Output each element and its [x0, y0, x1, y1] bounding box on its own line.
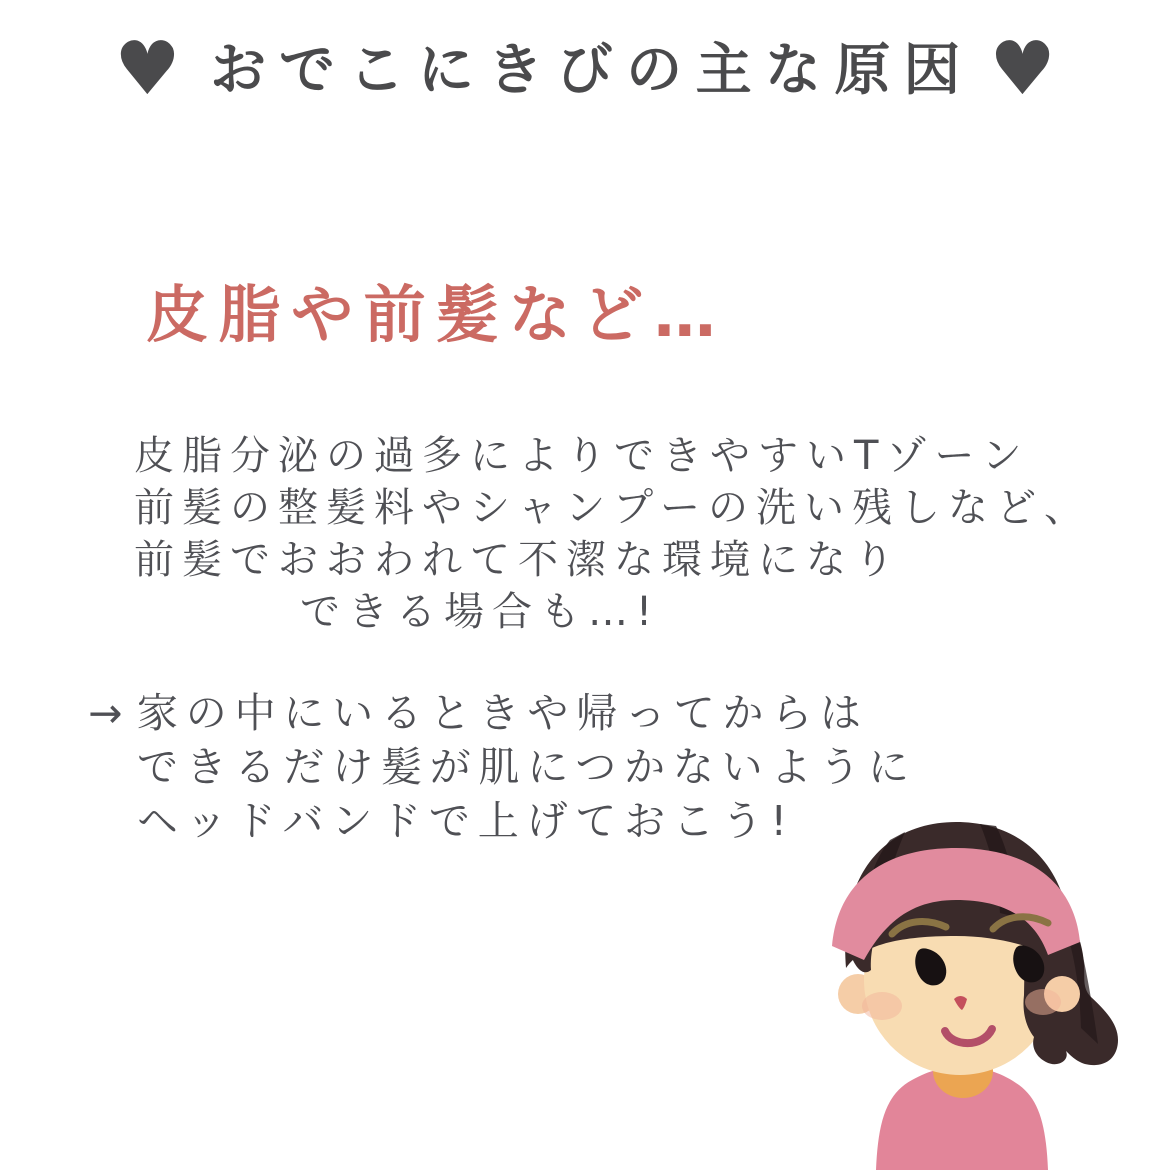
blush-left	[862, 992, 902, 1020]
advice-line-1	[88, 686, 917, 740]
body-paragraph	[134, 430, 1092, 638]
advice-paragraph	[88, 686, 917, 848]
advice-line-2: できるだけ髪が肌につかないように	[137, 743, 917, 791]
body-line-2: 前髪の整髪料やシャンプーの洗い残しなど、	[134, 485, 1092, 531]
advice-line-3: ヘッドバンドで上げておこう!	[137, 797, 795, 845]
lead-heading: 皮脂や前髪など…	[146, 278, 727, 351]
heart-left-icon: ♥	[114, 26, 181, 112]
body-line-4: できる場合も…!	[300, 589, 661, 635]
blush-right	[1025, 989, 1061, 1015]
heart-right-icon: ♥	[989, 26, 1056, 112]
body-line-1: 皮脂分泌の過多によりできやすいTゾーン	[134, 433, 1030, 479]
advice-line-1-text: 家の中にいるときや帰ってからは	[137, 689, 869, 737]
girl-with-headband-illustration	[830, 818, 1170, 1170]
page-title: おでこにきびの主な原因	[210, 38, 974, 103]
page-title-row	[0, 26, 1170, 112]
arrow-icon: →	[88, 689, 123, 737]
body-line-3: 前髪でおおわれて不潔な環境になり	[134, 537, 902, 583]
